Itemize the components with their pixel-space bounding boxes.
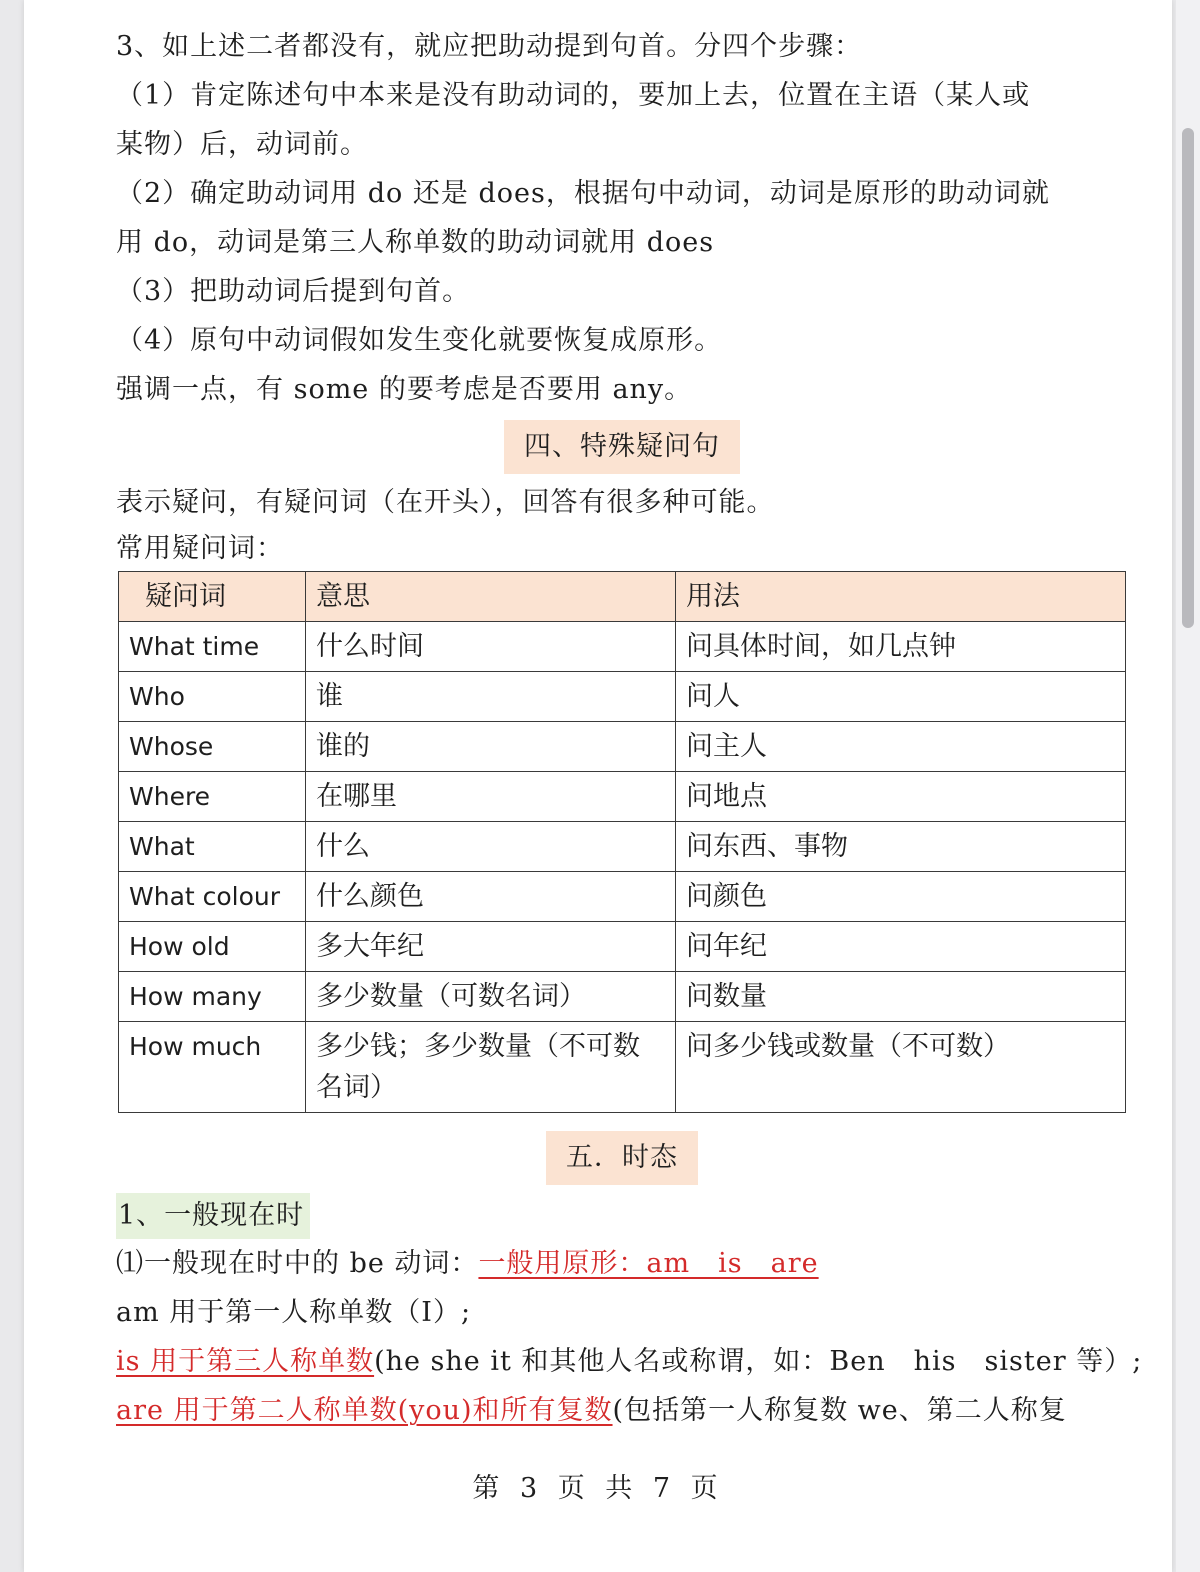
- cell-meaning: 什么时间: [306, 622, 676, 672]
- cell-meaning: 什么: [306, 822, 676, 872]
- cell-usage: 问人: [676, 672, 1126, 722]
- cell-word: Whose: [119, 722, 306, 772]
- cell-usage: 问多少钱或数量（不可数）: [676, 1022, 1126, 1113]
- step-2-line-1: （2）确定助动词用 do 还是 does，根据句中动词，动词是原形的助动词就: [116, 178, 1050, 209]
- table-row: [119, 672, 1126, 722]
- header-meaning: 意思: [306, 572, 676, 622]
- cell-word: How old: [119, 922, 306, 972]
- section-4-title: 四、特殊疑问句: [504, 420, 740, 474]
- table-row: [119, 972, 1126, 1022]
- section-5-heading: [116, 1131, 1128, 1185]
- cell-usage: 问具体时间，如几点钟: [676, 622, 1126, 672]
- table-row: [119, 1022, 1126, 1113]
- page-content: [116, 22, 1143, 1435]
- cell-usage: 问数量: [676, 972, 1126, 1022]
- cell-word: What: [119, 822, 306, 872]
- header-question-word: 疑问词: [119, 572, 306, 622]
- cell-meaning: 多大年纪: [306, 922, 676, 972]
- cell-usage: 问主人: [676, 722, 1126, 772]
- are-usage-red: are 用于第二人称单数(you)和所有复数: [116, 1395, 613, 1426]
- table-row: [119, 922, 1126, 972]
- section-5-title: 五．时态: [546, 1131, 698, 1185]
- cell-word: Where: [119, 772, 306, 822]
- step-4: （4）原句中动词假如发生变化就要恢复成原形。: [116, 325, 723, 356]
- cell-meaning: 什么颜色: [306, 872, 676, 922]
- subsection-1-title: 1、一般现在时: [116, 1193, 310, 1239]
- cell-usage: 问颜色: [676, 872, 1126, 922]
- be-verb-prefix: ⑴一般现在时中的 be 动词：: [116, 1248, 479, 1279]
- table-row: [119, 722, 1126, 772]
- is-usage-rest: (he she it 和其他人名或称谓，如：Ben his sister 等）;: [374, 1346, 1143, 1377]
- is-usage-line: [116, 1337, 1143, 1386]
- step-2-line-2: 用 do，动词是第三人称单数的助动词就用 does: [116, 227, 715, 258]
- section-4-heading: [116, 420, 1128, 474]
- step-1-line-1: （1）肯定陈述句中本来是没有助动词的，要加上去，位置在主语（某人或: [116, 80, 1031, 111]
- table-row: [119, 822, 1126, 872]
- cell-word: How much: [119, 1022, 306, 1113]
- is-usage-red: is 用于第三人称单数: [116, 1346, 375, 1377]
- are-usage-line: [116, 1386, 1128, 1435]
- header-usage: 用法: [676, 572, 1126, 622]
- cell-meaning: 谁的: [306, 722, 676, 772]
- cell-usage: 问地点: [676, 772, 1126, 822]
- table-row: [119, 772, 1126, 822]
- document-page: [24, 0, 1172, 1572]
- be-verb-line: [116, 1239, 1128, 1288]
- cell-word: Who: [119, 672, 306, 722]
- am-usage-line: am 用于第一人称单数（I）;: [116, 1297, 472, 1328]
- emphasis-note: 强调一点，有 some 的要考虑是否要用 any。: [116, 374, 693, 405]
- table-row: [119, 872, 1126, 922]
- common-words-label: 常用疑问词：: [116, 533, 284, 564]
- scrollbar-thumb[interactable]: [1182, 128, 1194, 628]
- question-words-table: [118, 571, 1126, 1113]
- table-row: [119, 622, 1126, 672]
- page-footer: 第 3 页 共 7 页: [472, 1473, 724, 1504]
- cell-meaning: 在哪里: [306, 772, 676, 822]
- step-1-line-2: 某物）后，动词前。: [116, 129, 368, 160]
- table-header-row: [119, 572, 1126, 622]
- point-3: 3、如上述二者都没有，就应把助动提到句首。分四个步骤：: [116, 31, 863, 62]
- cell-meaning: 多少数量（可数名词）: [306, 972, 676, 1022]
- subsection-1-heading: [116, 1193, 1128, 1239]
- cell-meaning: 多少钱；多少数量（不可数名词）: [306, 1022, 676, 1113]
- be-verb-forms: 一般用原形：am is are: [478, 1248, 819, 1279]
- are-usage-rest: (包括第一人称复数 we、第二人称复: [612, 1395, 1067, 1426]
- cell-usage: 问年纪: [676, 922, 1126, 972]
- cell-usage: 问东西、事物: [676, 822, 1126, 872]
- section-4-description: 表示疑问，有疑问词（在开头），回答有很多种可能。: [116, 487, 775, 518]
- cell-word: How many: [119, 972, 306, 1022]
- cell-meaning: 谁: [306, 672, 676, 722]
- cell-word: What time: [119, 622, 306, 672]
- step-3: （3）把助动词后提到句首。: [116, 276, 471, 307]
- cell-word: What colour: [119, 872, 306, 922]
